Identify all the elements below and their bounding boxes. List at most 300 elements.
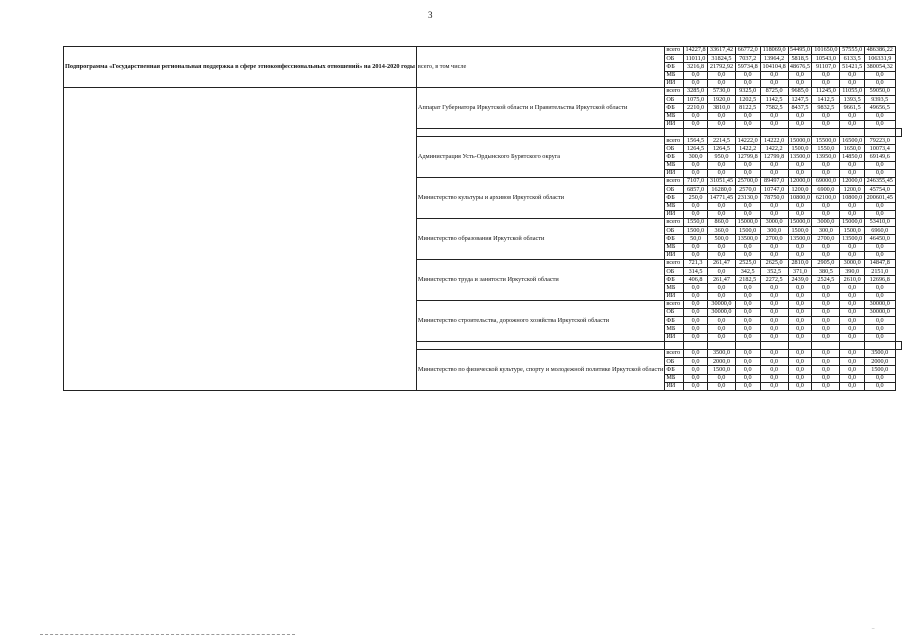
amount-cell: 1500,0 bbox=[735, 227, 760, 235]
funding-source: ОБ bbox=[665, 186, 683, 194]
amount-cell: 0,0 bbox=[708, 71, 735, 79]
funding-source: ИИ bbox=[665, 210, 683, 218]
amount-cell: 0,0 bbox=[788, 202, 812, 210]
funding-source: всего bbox=[665, 300, 683, 308]
amount-cell: 2610,0 bbox=[840, 276, 865, 284]
amount-cell: 1264,5 bbox=[683, 145, 707, 153]
amount-cell: 0,0 bbox=[864, 202, 895, 210]
amount-cell: 1202,5 bbox=[735, 96, 760, 104]
amount-cell: 91107,0 bbox=[812, 63, 840, 71]
amount-cell: 0,0 bbox=[864, 284, 895, 292]
amount-cell: 6900,0 bbox=[812, 186, 840, 194]
amount-cell: 1200,0 bbox=[840, 186, 865, 194]
amount-cell: 3216,8 bbox=[683, 63, 707, 71]
amount-cell: 54495,0 bbox=[789, 46, 811, 54]
amount-cell: 261,47 bbox=[708, 276, 735, 284]
amount-cell: 0,0 bbox=[683, 317, 707, 325]
amount-cell: 300,0 bbox=[683, 153, 707, 161]
amount-cell: 9393,5 bbox=[864, 96, 895, 104]
funding-source: ФБ bbox=[665, 276, 683, 284]
amount-cell: 0,0 bbox=[735, 300, 760, 308]
amount-cell: 0,0 bbox=[864, 333, 895, 341]
amount-cell: 106331,9 bbox=[864, 55, 895, 63]
funding-source: всего bbox=[665, 349, 683, 357]
amount-cell: 3500,0 bbox=[708, 349, 735, 357]
amount-cell: 1200,0 bbox=[788, 186, 812, 194]
amount-cell: 12799,8 bbox=[735, 153, 760, 161]
amount-cell: 0,0 bbox=[788, 112, 812, 120]
amount-cell: 79223,0 bbox=[864, 137, 895, 145]
amount-cell: 48676,5 bbox=[789, 62, 811, 70]
amount-cell: 0,0 bbox=[788, 366, 812, 374]
amount-cell: 8437,5 bbox=[788, 104, 812, 112]
amount-cell: 3810,0 bbox=[708, 104, 735, 112]
amount-cell: 0,0 bbox=[812, 382, 840, 390]
amount-cell: 0,0 bbox=[864, 251, 895, 259]
amount-cell: 0,0 bbox=[708, 325, 735, 333]
amount-cell: 2524,5 bbox=[812, 276, 840, 284]
amount-cell: 10073,4 bbox=[864, 145, 895, 153]
funding-source: МБ bbox=[665, 243, 683, 251]
funding-source: ОБ bbox=[665, 145, 683, 153]
amount-cell: 0,0 bbox=[840, 374, 865, 382]
amount-cell: 0,0 bbox=[812, 374, 840, 382]
amount-cell: 0,0 bbox=[840, 349, 865, 357]
amount-cell: 0,0 bbox=[840, 202, 865, 210]
amount-cell: 33617,42 bbox=[708, 47, 735, 55]
funding-source: ФБ bbox=[665, 194, 683, 202]
amount-cell: 0,0 bbox=[760, 120, 788, 128]
amount-cell: 1393,5 bbox=[840, 96, 865, 104]
amount-cell: 0,0 bbox=[683, 79, 707, 87]
amount-cell: 0,0 bbox=[840, 210, 865, 218]
table-row bbox=[64, 47, 905, 55]
amount-cell: 11245,0 bbox=[812, 87, 840, 95]
amount-cell: 0,0 bbox=[812, 309, 840, 317]
amount-cell: 0,0 bbox=[840, 71, 865, 79]
amount-cell: 11011,0 bbox=[683, 55, 707, 63]
amount-cell: 0,0 bbox=[735, 210, 760, 218]
amount-cell: 0,0 bbox=[760, 333, 788, 341]
amount-cell: 101650,0 bbox=[812, 47, 840, 55]
amount-cell: 0,0 bbox=[840, 382, 865, 390]
amount-cell: 0,0 bbox=[864, 120, 895, 128]
amount-cell: 13964,2 bbox=[760, 55, 788, 63]
amount-cell: 0,0 bbox=[864, 317, 895, 325]
amount-cell: 0,0 bbox=[708, 161, 735, 169]
amount-cell: 12000,0 bbox=[789, 177, 811, 185]
amount-cell: 0,0 bbox=[812, 169, 840, 177]
amount-cell: 0,0 bbox=[788, 325, 812, 333]
amount-cell: 89497,0 bbox=[760, 178, 788, 186]
amount-cell: 0,0 bbox=[840, 120, 865, 128]
amount-cell: 78750,0 bbox=[760, 194, 788, 202]
amount-cell: 0,0 bbox=[735, 71, 760, 79]
amount-cell: 16280,0 bbox=[708, 186, 735, 194]
amount-cell: 0,0 bbox=[683, 366, 707, 374]
funding-source: ИИ bbox=[665, 333, 683, 341]
amount-cell: 25700,0 bbox=[735, 178, 760, 186]
amount-cell: 30000,0 bbox=[708, 300, 735, 308]
amount-cell: 0,0 bbox=[812, 284, 840, 292]
amount-cell: 0,0 bbox=[760, 358, 788, 366]
amount-cell: 1550,0 bbox=[683, 218, 707, 226]
amount-cell: 0,0 bbox=[760, 79, 788, 87]
amount-cell: 0,0 bbox=[812, 325, 840, 333]
amount-cell: 0,0 bbox=[812, 79, 840, 87]
amount-cell: 0,0 bbox=[683, 374, 707, 382]
amount-cell: 3000,0 bbox=[840, 259, 865, 267]
amount-cell: 0,0 bbox=[788, 210, 812, 218]
amount-cell: 0,0 bbox=[812, 251, 840, 259]
amount-cell: 380054,32 bbox=[864, 63, 895, 71]
amount-cell: 2905,0 bbox=[812, 259, 840, 267]
amount-cell: 0,0 bbox=[760, 161, 788, 169]
amount-cell: 352,5 bbox=[760, 268, 788, 276]
amount-cell: 3000,0 bbox=[760, 218, 788, 226]
amount-cell: 0,0 bbox=[788, 161, 812, 169]
amount-cell: 860,0 bbox=[708, 218, 735, 226]
funding-source: ОБ bbox=[665, 96, 683, 104]
funding-source: ОБ bbox=[665, 358, 683, 366]
amount-cell: 0,0 bbox=[812, 317, 840, 325]
amount-cell: 69149,6 bbox=[864, 153, 895, 161]
amount-cell: 1412,5 bbox=[812, 96, 840, 104]
amount-cell: 1264,5 bbox=[708, 145, 735, 153]
amount-cell: 1550,0 bbox=[812, 145, 840, 153]
funding-source: всего bbox=[665, 178, 683, 186]
amount-cell: 0,0 bbox=[812, 333, 840, 341]
amount-cell: 0,0 bbox=[864, 210, 895, 218]
funding-source: ФБ bbox=[665, 63, 683, 71]
amount-cell: 0,0 bbox=[683, 202, 707, 210]
amount-cell: 0,0 bbox=[735, 243, 760, 251]
amount-cell: 0,0 bbox=[708, 333, 735, 341]
organization-name: Министерство образования Иркутской области bbox=[416, 218, 664, 259]
amount-cell: 0,0 bbox=[760, 112, 788, 120]
amount-cell: 0,0 bbox=[840, 366, 865, 374]
amount-cell: 0,0 bbox=[788, 79, 812, 87]
amount-cell: 0,0 bbox=[812, 349, 840, 357]
organization-name: Аппарат Губернатора Иркутской области и Правительства Иркутской области bbox=[416, 87, 664, 128]
amount-cell: 300,0 bbox=[760, 227, 788, 235]
amount-cell: 30000,0 bbox=[864, 309, 895, 317]
budget-table bbox=[63, 46, 905, 391]
funding-source: ИИ bbox=[665, 382, 683, 390]
amount-cell: 2439,0 bbox=[788, 276, 812, 284]
amount-cell: 9661,5 bbox=[840, 104, 865, 112]
amount-cell: 0,0 bbox=[735, 333, 760, 341]
amount-cell: 0,0 bbox=[840, 333, 865, 341]
amount-cell: 30000,0 bbox=[708, 309, 735, 317]
amount-cell: 2625,0 bbox=[760, 259, 788, 267]
amount-cell: 12696,8 bbox=[864, 276, 895, 284]
amount-cell: 5730,0 bbox=[708, 87, 735, 95]
amount-cell: 7582,5 bbox=[760, 104, 788, 112]
amount-cell: 0,0 bbox=[812, 243, 840, 251]
amount-cell: 0,0 bbox=[760, 169, 788, 177]
amount-cell: 6960,0 bbox=[864, 227, 895, 235]
amount-cell: 0,0 bbox=[864, 292, 895, 300]
amount-cell: 0,0 bbox=[760, 366, 788, 374]
amount-cell: 0,0 bbox=[788, 374, 812, 382]
amount-cell: 0,0 bbox=[788, 382, 812, 390]
amount-cell: 314,5 bbox=[683, 268, 707, 276]
funding-source: ОБ bbox=[665, 227, 683, 235]
amount-cell: 45754,0 bbox=[864, 186, 895, 194]
amount-cell: 23130,0 bbox=[735, 194, 760, 202]
amount-cell: 3500,0 bbox=[864, 349, 895, 357]
funding-source: всего bbox=[665, 137, 683, 145]
amount-cell: 0,0 bbox=[864, 161, 895, 169]
amount-cell: 104104,8 bbox=[760, 63, 788, 71]
funding-source: ФБ bbox=[665, 366, 683, 374]
amount-cell: 0,0 bbox=[735, 358, 760, 366]
amount-cell: 1500,0 bbox=[683, 227, 707, 235]
amount-cell: 46450,0 bbox=[864, 235, 895, 243]
amount-cell: 2214,5 bbox=[708, 137, 735, 145]
amount-cell: 0,0 bbox=[788, 251, 812, 259]
amount-cell: 0,0 bbox=[840, 284, 865, 292]
amount-cell: 0,0 bbox=[683, 333, 707, 341]
amount-cell: 2570,0 bbox=[735, 186, 760, 194]
amount-cell: 0,0 bbox=[735, 251, 760, 259]
amount-cell: 0,0 bbox=[760, 284, 788, 292]
amount-cell: 0,0 bbox=[788, 309, 812, 317]
amount-cell: 0,0 bbox=[683, 112, 707, 120]
amount-cell: 0,0 bbox=[735, 169, 760, 177]
amount-cell: 21792,92 bbox=[708, 63, 735, 71]
amount-cell: 0,0 bbox=[708, 112, 735, 120]
amount-cell: 0,0 bbox=[840, 79, 865, 87]
amount-cell: 0,0 bbox=[735, 382, 760, 390]
amount-cell: 406,8 bbox=[683, 276, 707, 284]
amount-cell: 0,0 bbox=[708, 268, 735, 276]
amount-cell: 0,0 bbox=[708, 79, 735, 87]
amount-cell: 0,0 bbox=[760, 251, 788, 259]
amount-cell: 1075,0 bbox=[683, 96, 707, 104]
amount-cell: 0,0 bbox=[683, 169, 707, 177]
amount-cell: 8725,0 bbox=[760, 87, 788, 95]
amount-cell: 0,0 bbox=[788, 284, 812, 292]
amount-cell: 0,0 bbox=[760, 243, 788, 251]
amount-cell: 10747,0 bbox=[760, 186, 788, 194]
amount-cell: 0,0 bbox=[708, 382, 735, 390]
amount-cell: 1142,5 bbox=[760, 96, 788, 104]
amount-cell: 2000,0 bbox=[864, 358, 895, 366]
amount-cell: 250,0 bbox=[683, 194, 707, 202]
amount-cell: 1650,0 bbox=[840, 145, 865, 153]
amount-cell: 0,0 bbox=[683, 251, 707, 259]
funding-source: МБ bbox=[665, 202, 683, 210]
amount-cell: 0,0 bbox=[788, 300, 812, 308]
amount-cell: 69000,0 bbox=[812, 178, 840, 186]
amount-cell: 721,3 bbox=[683, 259, 707, 267]
amount-cell: 0,0 bbox=[683, 325, 707, 333]
amount-cell: 0,0 bbox=[683, 300, 707, 308]
amount-cell: 0,0 bbox=[840, 161, 865, 169]
amount-cell: 9325,0 bbox=[735, 87, 760, 95]
amount-cell: 50,0 bbox=[683, 235, 707, 243]
amount-cell: 16500,0 bbox=[840, 137, 865, 145]
amount-cell: 0,0 bbox=[708, 317, 735, 325]
amount-cell: 0,0 bbox=[864, 382, 895, 390]
amount-cell: 0,0 bbox=[708, 120, 735, 128]
amount-cell: 13500,0 bbox=[840, 235, 865, 243]
amount-cell: 0,0 bbox=[735, 349, 760, 357]
amount-cell: 2700,0 bbox=[760, 235, 788, 243]
amount-cell: 15500,0 bbox=[812, 137, 840, 145]
amount-cell: 0,0 bbox=[708, 284, 735, 292]
amount-cell: 0,0 bbox=[683, 161, 707, 169]
amount-cell: 0,0 bbox=[864, 112, 895, 120]
amount-cell: 390,0 bbox=[840, 268, 865, 276]
amount-cell: 15000,0 bbox=[840, 218, 865, 226]
amount-cell: 0,0 bbox=[864, 169, 895, 177]
organization-name: всего, в том числе bbox=[416, 47, 664, 88]
amount-cell: 0,0 bbox=[735, 325, 760, 333]
amount-cell: 0,0 bbox=[812, 300, 840, 308]
amount-cell: 0,0 bbox=[735, 366, 760, 374]
amount-cell: 6133,5 bbox=[840, 55, 865, 63]
amount-cell: 0,0 bbox=[735, 202, 760, 210]
amount-cell: 0,0 bbox=[840, 251, 865, 259]
amount-cell: 0,0 bbox=[840, 358, 865, 366]
amount-cell: 0,0 bbox=[812, 210, 840, 218]
amount-cell: 62100,0 bbox=[812, 194, 840, 202]
amount-cell: 0,0 bbox=[864, 374, 895, 382]
amount-cell: 0,0 bbox=[788, 71, 812, 79]
amount-cell: 14222,0 bbox=[735, 137, 760, 145]
amount-cell: 0,0 bbox=[788, 349, 812, 357]
amount-cell: 9685,0 bbox=[788, 87, 812, 95]
amount-cell: 66772,0 bbox=[735, 47, 760, 55]
amount-cell: 0,0 bbox=[788, 243, 812, 251]
amount-cell: 2700,0 bbox=[812, 235, 840, 243]
amount-cell: 3000,0 bbox=[812, 218, 840, 226]
amount-cell: 0,0 bbox=[708, 292, 735, 300]
organization-name: Министерство труда и занятости Иркутской области bbox=[416, 259, 664, 300]
amount-cell: 0,0 bbox=[735, 309, 760, 317]
amount-cell: 49656,5 bbox=[864, 104, 895, 112]
funding-source: МБ bbox=[665, 284, 683, 292]
amount-cell: 0,0 bbox=[812, 292, 840, 300]
organization-name: Министерство культуры и архивов Иркутской области bbox=[416, 178, 664, 219]
amount-cell: 6857,0 bbox=[683, 186, 707, 194]
amount-cell: 1500,0 bbox=[864, 366, 895, 374]
amount-cell: 0,0 bbox=[735, 79, 760, 87]
amount-cell: 1500,0 bbox=[840, 227, 865, 235]
amount-cell: 13950,0 bbox=[812, 153, 840, 161]
funding-source: ИИ bbox=[665, 292, 683, 300]
amount-cell: 0,0 bbox=[788, 292, 812, 300]
amount-cell: 0,0 bbox=[683, 71, 707, 79]
amount-cell: 0,0 bbox=[840, 325, 865, 333]
program-cell-continued bbox=[64, 87, 417, 390]
amount-cell: 59050,0 bbox=[864, 87, 895, 95]
page-number: 3 bbox=[428, 10, 433, 20]
organization-name: Администрация Усть-Ордынского Бурятского округа bbox=[416, 137, 664, 178]
amount-cell: 0,0 bbox=[683, 358, 707, 366]
amount-cell: 0,0 bbox=[840, 300, 865, 308]
funding-source: МБ bbox=[665, 161, 683, 169]
amount-cell: 0,0 bbox=[735, 317, 760, 325]
amount-cell: 12799,8 bbox=[760, 153, 788, 161]
amount-cell: 0,0 bbox=[840, 292, 865, 300]
funding-source: ИИ bbox=[665, 120, 683, 128]
amount-cell: 0,0 bbox=[864, 243, 895, 251]
amount-cell: 0,0 bbox=[760, 71, 788, 79]
amount-cell: 5818,5 bbox=[788, 55, 812, 63]
amount-cell: 31051,45 bbox=[708, 178, 735, 186]
amount-cell: 13500,0 bbox=[789, 152, 811, 160]
amount-cell: 1500,0 bbox=[788, 145, 812, 153]
amount-cell: 0,0 bbox=[683, 292, 707, 300]
amount-cell: 0,0 bbox=[735, 374, 760, 382]
amount-cell: 118069,0 bbox=[760, 47, 788, 55]
amount-cell: 12000,0 bbox=[840, 178, 865, 186]
amount-cell: 2182,5 bbox=[735, 276, 760, 284]
table-row bbox=[64, 87, 905, 95]
amount-cell: 0,0 bbox=[708, 243, 735, 251]
amount-cell: 0,0 bbox=[760, 349, 788, 357]
funding-source: ИИ bbox=[665, 79, 683, 87]
amount-cell: 1500,0 bbox=[788, 227, 812, 235]
amount-cell: 0,0 bbox=[760, 317, 788, 325]
amount-cell: 15000,0 bbox=[789, 136, 811, 144]
amount-cell: 0,0 bbox=[864, 325, 895, 333]
funding-source: ФБ bbox=[665, 317, 683, 325]
amount-cell: 0,0 bbox=[683, 349, 707, 357]
amount-cell: 0,0 bbox=[760, 210, 788, 218]
amount-cell: 10800,0 bbox=[840, 194, 865, 202]
amount-cell: 0,0 bbox=[812, 202, 840, 210]
amount-cell: 11055,0 bbox=[840, 87, 865, 95]
amount-cell: 0,0 bbox=[683, 120, 707, 128]
amount-cell: 31824,5 bbox=[708, 55, 735, 63]
amount-cell: 0,0 bbox=[760, 202, 788, 210]
amount-cell: 9832,5 bbox=[812, 104, 840, 112]
amount-cell: 10800,0 bbox=[789, 193, 811, 201]
amount-cell: 1422,2 bbox=[735, 145, 760, 153]
funding-source: ИИ bbox=[665, 169, 683, 177]
amount-cell: 14227,8 bbox=[683, 47, 707, 55]
amount-cell: 7107,0 bbox=[683, 178, 707, 186]
amount-cell: 200601,45 bbox=[864, 194, 895, 202]
funding-source: всего bbox=[665, 259, 683, 267]
amount-cell: 360,0 bbox=[708, 227, 735, 235]
scan-artifact-line bbox=[40, 634, 295, 636]
amount-cell: 2810,0 bbox=[788, 259, 812, 267]
amount-cell: 2525,0 bbox=[735, 259, 760, 267]
amount-cell: 15000,0 bbox=[735, 218, 760, 226]
funding-source: МБ bbox=[665, 112, 683, 120]
amount-cell: 14222,0 bbox=[760, 137, 788, 145]
amount-cell: 342,5 bbox=[735, 268, 760, 276]
amount-cell: 0,0 bbox=[812, 71, 840, 79]
amount-cell: 1564,5 bbox=[683, 137, 707, 145]
amount-cell: 53410,0 bbox=[864, 218, 895, 226]
amount-cell: 0,0 bbox=[864, 79, 895, 87]
amount-cell: 0,0 bbox=[840, 243, 865, 251]
funding-source: ИИ bbox=[665, 251, 683, 259]
funding-source: ФБ bbox=[665, 104, 683, 112]
amount-cell: 59734,8 bbox=[735, 63, 760, 71]
funding-source: ОБ bbox=[665, 309, 683, 317]
amount-cell: 0,0 bbox=[788, 358, 812, 366]
funding-source: ФБ bbox=[665, 235, 683, 243]
amount-cell: 0,0 bbox=[864, 71, 895, 79]
